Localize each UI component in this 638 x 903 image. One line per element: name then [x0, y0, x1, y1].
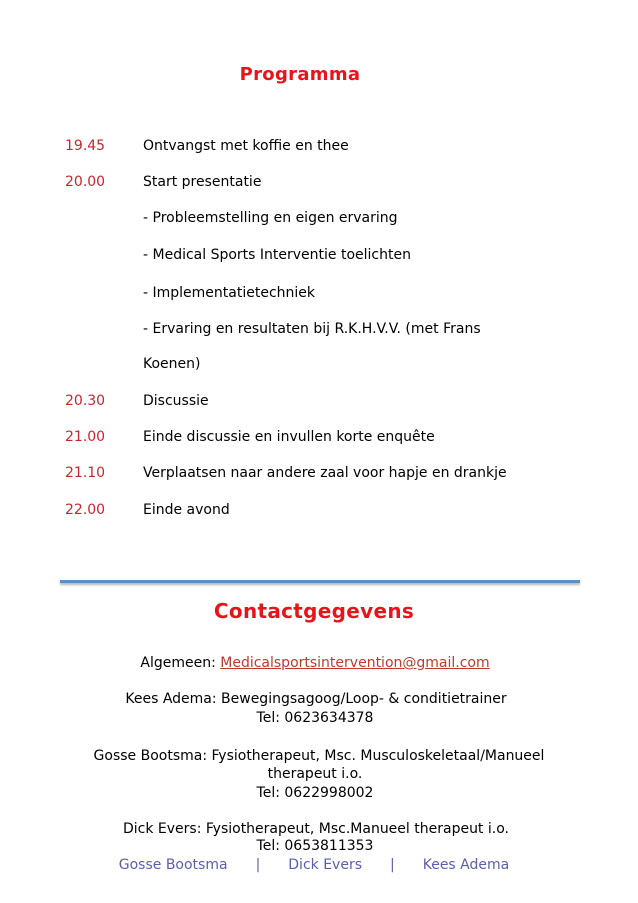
schedule-time: 20.00: [65, 174, 106, 190]
schedule-time: 22.00: [65, 502, 106, 518]
contact-dick-role: Dick Evers: Fysiotherapeut, Msc.Manueel therapeut i.o.: [123, 821, 509, 837]
schedule-row: [0, 244, 638, 266]
programma-title: Programma: [239, 64, 361, 85]
schedule-text: Koenen): [143, 356, 201, 372]
footer-name-dick: Dick Evers: [288, 857, 362, 873]
contact-kees-phone: Tel: 0623634378: [256, 710, 374, 726]
schedule-text: Einde discussie en invullen korte enquête: [143, 429, 435, 445]
schedule-row: [0, 353, 638, 375]
schedule-row: [0, 390, 638, 412]
schedule-text: - Ervaring en resultaten bij R.K.H.V.V. (met Frans: [143, 321, 481, 337]
contact-algemeen: [0, 654, 630, 673]
schedule-text: - Probleemstelling en eigen ervaring: [143, 210, 398, 226]
schedule-time: 19.45: [65, 138, 106, 154]
schedule-row: [0, 318, 638, 340]
schedule-row: [0, 207, 638, 229]
schedule-time: 21.00: [65, 429, 106, 445]
schedule-time: 20.30: [65, 393, 106, 409]
schedule-row: [0, 171, 638, 193]
schedule-text: Start presentatie: [143, 174, 262, 190]
contact-kees-role: Kees Adema: Bewegingsagoog/Loop- & conditietrainer: [125, 691, 507, 707]
contact-gosse-phone: Tel: 0622998002: [256, 785, 374, 801]
schedule-text: Discussie: [143, 393, 209, 409]
schedule-row: [0, 282, 638, 304]
footer-separator: |: [390, 857, 395, 873]
schedule-row: [0, 135, 638, 157]
schedule-time: 21.10: [65, 465, 106, 481]
contact-dick-phone: Tel: 0653811353: [256, 838, 374, 854]
contact-title: Contactgegevens: [213, 599, 415, 623]
contact-gosse-role: Gosse Bootsma: Fysiotherapeut, Msc. Musculoskeletaal/Manueel: [93, 748, 545, 764]
contact-gosse-role-cont: therapeut i.o.: [267, 766, 363, 782]
schedule-text: - Medical Sports Interventie toelichten: [143, 247, 411, 263]
footer: [0, 857, 628, 873]
footer-name-gosse: Gosse Bootsma: [118, 857, 228, 873]
footer-name-kees: Kees Adema: [422, 857, 510, 873]
email-link[interactable]: Medicalsportsintervention@gmail.com: [220, 655, 490, 671]
schedule-text: Verplaatsen naar andere zaal voor hapje en drankje: [143, 465, 507, 481]
schedule-row: [0, 426, 638, 448]
section-divider: [60, 580, 580, 583]
schedule-row: [0, 462, 638, 484]
algemeen-label: Algemeen:: [140, 655, 221, 671]
schedule-text: Ontvangst met koffie en thee: [143, 138, 349, 154]
schedule-row: [0, 499, 638, 521]
schedule-text: - Implementatietechniek: [143, 285, 315, 301]
footer-separator: |: [255, 857, 261, 873]
schedule-text: Einde avond: [143, 502, 230, 518]
